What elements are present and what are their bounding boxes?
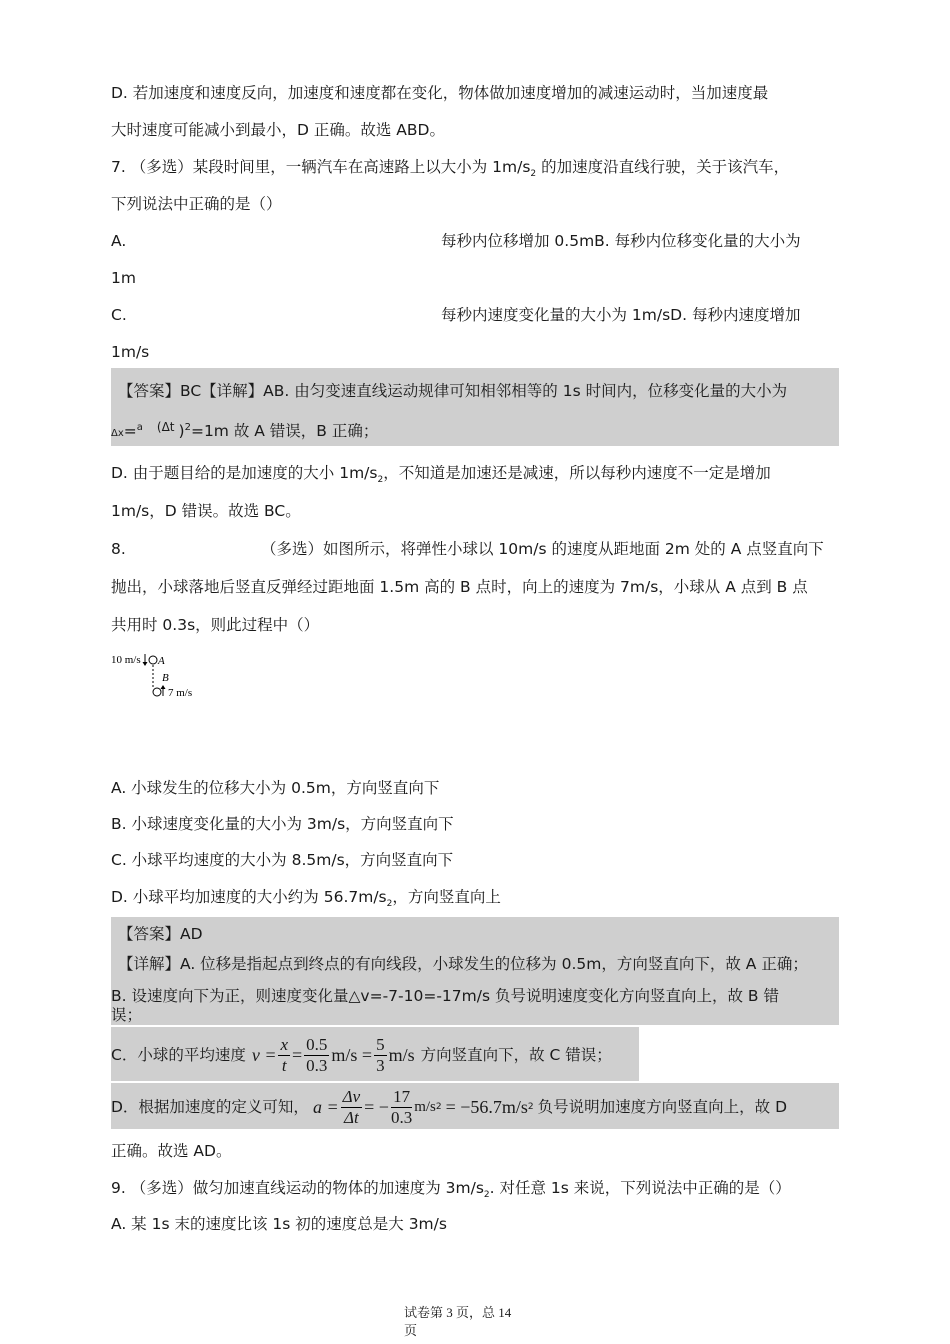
q7-option-c-cont: 1m/s	[111, 343, 150, 361]
footer-line1: 试卷第 3 页，总 14	[404, 1305, 512, 1320]
q8-option-b: B. 小球速度变化量的大小为 3m/s，方向竖直向下	[111, 815, 454, 833]
q6-option-d-line1: D. 若加速度和速度反向，加速度和速度都在变化，物体做加速度增加的减速运动时，当加速度最	[111, 84, 769, 102]
q7-option-a-cont: 1m	[111, 269, 136, 287]
q8-stem-line1: （多选）如图所示，将弹性小球以 10m/s 的速度从距地面 2m 处的 A 点竖直向下	[261, 540, 824, 558]
q7-answer-line2: Δx=$^a$ $^{(\Delta t}$ )$^2$=1m 故 A 错误，B 正确；	[111, 420, 379, 440]
q8-answer-d-end: 正确。故选 AD。	[111, 1142, 232, 1160]
q7-stem-line1: 7. （多选）某段时间里，一辆汽车在高速路上以大小为 $1m/s_2$ 的加速度沿直线行驶，关于该汽车，	[111, 158, 790, 180]
q7-option-c-text: 每秒内速度变化量的大小为 1m/sD. 每秒内速度增加	[441, 306, 801, 324]
q8-answer-b-line1: B. 设速度向下为正，则速度变化量△v=-7-10=-17m/s 负号说明速度变化方向竖直向上，故 B 错	[111, 987, 779, 1005]
q8-answer-detail-a: 【详解】A. 位移是指起点到终点的有向线段，小球发生的位移为 0.5m，方向竖直向下，故 A 正确；	[118, 955, 808, 973]
fig-point-a: A	[158, 655, 165, 667]
q8-answer-c: C．小球的平均速度 v = $\frac{x}{t}$ = $\frac{0.5}{0.3}$ m/s = $\frac{5}{3}$ m/s 方向竖直向下，故 C 错误；	[111, 1034, 612, 1075]
fig-point-b: B	[162, 672, 169, 684]
q8-figure	[111, 652, 221, 702]
q8-answer-b-line2: 误；	[111, 1006, 143, 1024]
ball-a-icon	[149, 656, 157, 664]
fig-speed-up-label: 7 m/s	[168, 687, 193, 699]
q7-option-a-label: A.	[111, 232, 127, 250]
q8-option-d: D. 小球平均加速度的大小约为 $56.7m/s_2$，方向竖直向上	[111, 888, 501, 910]
q7-option-d-explain1: D. 由于题目给的是加速度的大小 $1m/s_2$，不知道是加速还是减速，所以每秒内速度不一定是增加	[111, 464, 771, 486]
q6-option-d-line2: 大时速度可能减小到最小，D 正确。故选 ABD。	[111, 121, 445, 139]
ball-diagram	[111, 652, 221, 702]
q8-answer-title: 【答案】AD	[118, 925, 203, 943]
ball-b-icon	[153, 688, 161, 696]
arrow-up-icon	[161, 685, 166, 689]
q8-stem-line3: 共用时 0.3s，则此过程中（）	[111, 616, 320, 634]
q7-stem-line2: 下列说法中正确的是（）	[111, 195, 282, 213]
q8-option-a: A. 小球发生的位移大小为 0.5m，方向竖直向下	[111, 779, 440, 797]
q7-option-c-label: C.	[111, 306, 127, 324]
q8-answer-d: D．根据加速度的定义可知， a = $\frac{\Delta v}{\Delta t}$ = − $\frac{17}{0.3}$ m/s 2 = −56.7m/s 2 负号说明加速度方向竖直向上，故 D	[111, 1086, 788, 1127]
footer-line2: 页	[404, 1323, 418, 1338]
q8-number: 8.	[111, 540, 126, 558]
q7-answer-line1: 【答案】BC【详解】AB. 由匀变速直线运动规律可知相邻相等的 1s 时间内，位移变化量的大小为	[118, 382, 788, 400]
page-footer	[404, 1304, 544, 1340]
q8-stem-line2: 抛出，小球落地后竖直反弹经过距地面 1.5m 高的 B 点时，向上的速度为 7m/s，小球从 A 点到 B 点	[111, 578, 808, 596]
arrow-down-icon	[143, 662, 148, 666]
q7-option-a-text: 每秒内位移增加 0.5mB. 每秒内位移变化量的大小为	[441, 232, 801, 250]
q7-option-d-explain2: 1m/s，D 错误。故选 BC。	[111, 502, 301, 520]
fig-speed-down-label: 10 m/s	[111, 654, 141, 666]
q8-option-c: C. 小球平均速度的大小为 8.5m/s，方向竖直向下	[111, 851, 454, 869]
q9-stem: 9. （多选）做匀加速直线运动的物体的加速度为 $3m/s_2$. 对任意 1s 来说，下列说法中正确的是（）	[111, 1179, 791, 1201]
q9-option-a: A. 某 1s 末的速度比该 1s 初的速度总是大 3m/s	[111, 1215, 447, 1233]
